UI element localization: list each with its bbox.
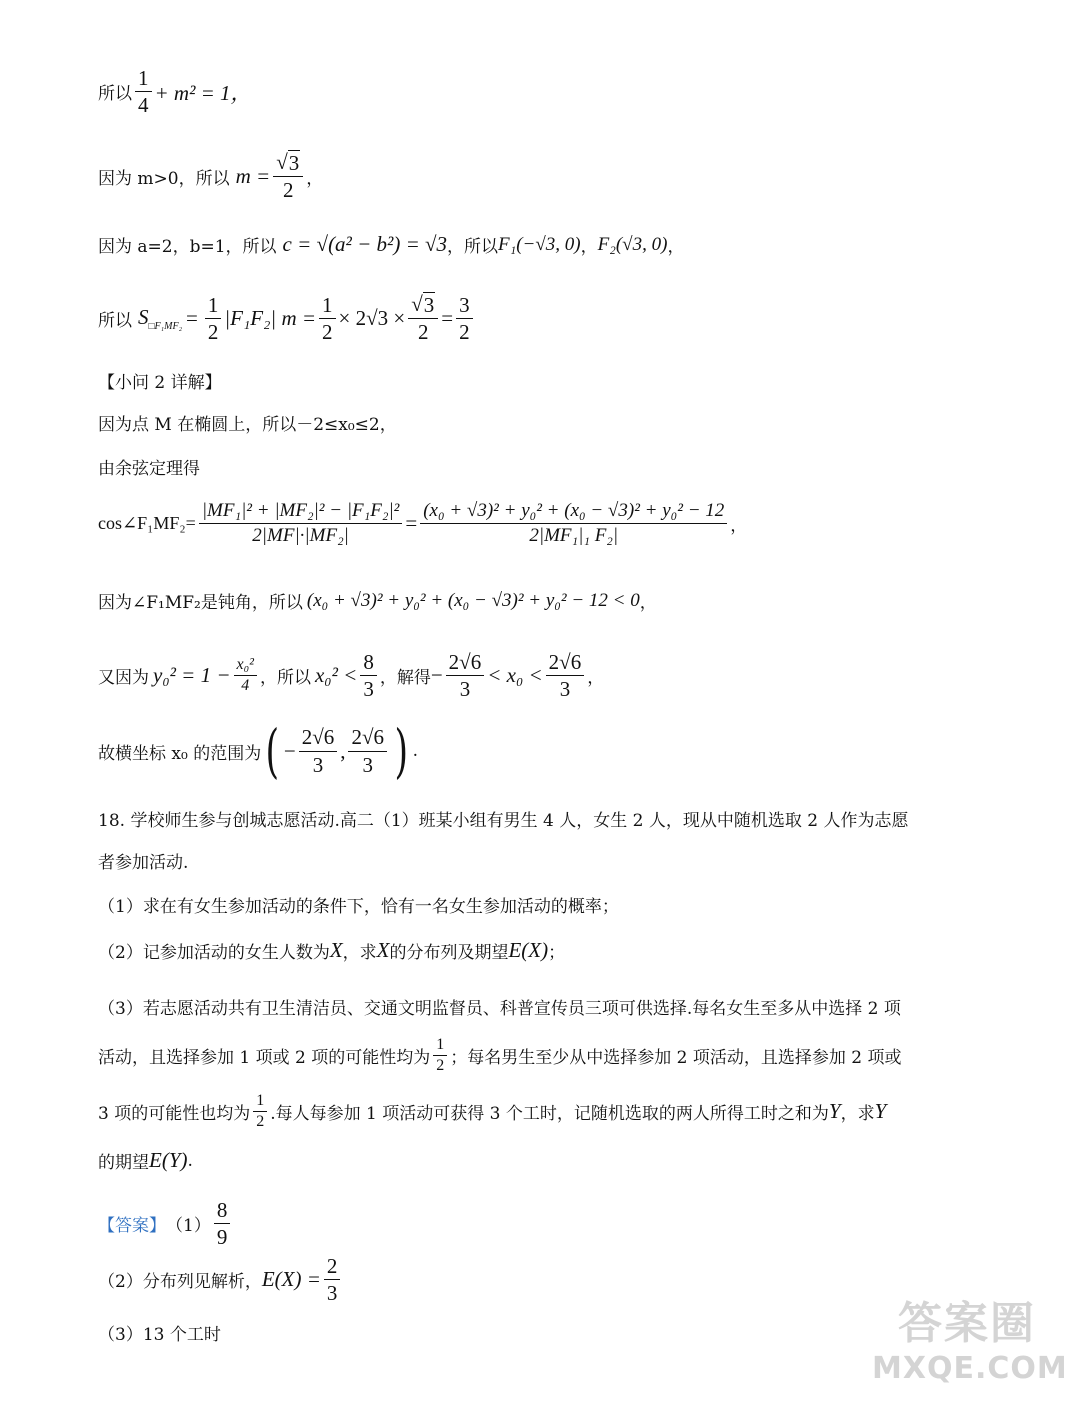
solution-line-3 (98, 232, 684, 257)
math-expr: , (340, 738, 346, 763)
solution-line-10 (98, 717, 419, 785)
fraction: $\frac{2√6}{3}$ (546, 650, 585, 701)
answer-line-1 (98, 1198, 233, 1249)
text: 因为∠F₁MF₂是钝角，所以 (98, 593, 303, 613)
solution-line-6 (98, 454, 200, 479)
text: 所以 (98, 310, 132, 331)
math-expr: X (376, 938, 390, 962)
problem-18-stem-line-2 (98, 848, 188, 873)
frac-num: 1 (135, 66, 152, 92)
text: ，求 (840, 1104, 875, 1125)
fraction: $\frac{2√6}{3}$ (446, 650, 485, 701)
text: 活动，且选择参加 1 项或 2 项的可能性均为 (98, 1048, 431, 1069)
text: ， (306, 168, 324, 189)
math-expr: x₀² < (314, 663, 358, 688)
text: 故横坐标 x₀ 的范围为 (98, 743, 262, 764)
fraction: √ 3 2 (408, 292, 438, 344)
math-expr: − (283, 738, 296, 763)
text: 因为点 M 在椭圆上，所以－2≤x₀≤2， (98, 415, 397, 435)
solution-line-7 (98, 500, 747, 547)
text: ，求 (342, 943, 377, 963)
math-expr: = (186, 305, 198, 330)
math-expr: m = (235, 163, 271, 188)
text: . (412, 741, 419, 761)
text: 又因为 (98, 668, 149, 689)
watermark-logo (872, 1287, 1068, 1397)
problem-18-stem-line-1 (98, 806, 909, 831)
text: （2）分布列见解析， (98, 1272, 262, 1293)
text: 所以 (98, 84, 132, 105)
text: ，解得 (379, 668, 431, 689)
text: . (187, 1150, 193, 1171)
frac-den: 4 (138, 93, 149, 118)
heading: 【小问 2 详解】 (98, 373, 222, 393)
fraction: $\frac{\text{x₀²}}{4}$ (234, 656, 257, 696)
text: 因为 m>0，所以 (98, 168, 230, 189)
text: （2）记参加活动的女生人数为 (98, 943, 330, 963)
fraction (135, 66, 152, 117)
math-expr: − (430, 663, 443, 688)
text: ， (639, 593, 657, 613)
math-expr: + m² = 1， (154, 80, 252, 105)
problem-18-q1 (98, 892, 619, 917)
solution-line-9 (98, 650, 604, 701)
fraction: $\frac{\text{|MF₁|² + |MF₂|² − |F₁F₂|²}}{\text{2|MF|·|MF₂|}}$ (199, 500, 403, 547)
text: （1）求在有女生参加活动的条件下，恰有一名女生参加活动的概率； (98, 897, 619, 917)
math-expr: ( (265, 717, 280, 785)
math-expr: × 2√3 × (338, 305, 406, 330)
fraction (273, 150, 303, 202)
text: 的分布列及期望 (389, 943, 509, 963)
math-expr: F₂(√3, 0) (597, 233, 668, 255)
fraction: $\frac{\text{(x₀ + √3)² + y₀² + (x₀ − √3)² + y₀² − 12}}{\text{2|MF₁|₁ F₂|}}$ (420, 500, 727, 547)
fraction: $\frac{8}{3}$ (360, 650, 377, 701)
fraction: $\frac{8}{9}$ (214, 1198, 231, 1249)
math-expr: (x₀ + √3)² + y₀² + (x₀ − √3)² + y₀² − 12 < 0 (306, 589, 640, 611)
solution-line-5 (98, 410, 397, 435)
fraction: $\frac{1}{2}$ (205, 293, 222, 344)
text: ，所以 (447, 237, 499, 257)
text: ， (580, 237, 598, 257)
fraction: $\frac{2√6}{3}$ (348, 725, 387, 776)
math-expr: = (441, 305, 454, 330)
watermark-url: MXQE.COM (872, 1351, 1068, 1386)
problem-18-q3-line-1 (98, 994, 901, 1019)
math-expr: Y (874, 1099, 887, 1124)
math-expr: E(Y) (149, 1148, 188, 1172)
math-expr: < x₀ < (487, 663, 543, 688)
text: 18. 学校师生参与创城志愿活动.高二（1）班某小组有男生 4 人，女生 2 人，现从中随机选取 2 人作为志愿 (98, 811, 909, 831)
text: .每人每参加 1 项活动可获得 3 个工时，记随机选取的两人所得工时之和为 (270, 1104, 829, 1125)
text: ， (587, 668, 605, 689)
math-expr: $S_{□F_1MF_2}$ (138, 304, 183, 332)
math-expr: c = √(a² − b²) = √3 (282, 232, 448, 256)
answer-tag: 【答案】 (98, 1216, 166, 1237)
text: 的期望 (98, 1153, 149, 1173)
subquestion-2-heading (98, 368, 222, 393)
text: ；每名男生至少从中选择参加 2 项活动，且选择参加 2 项或 (450, 1048, 902, 1069)
text: ； (548, 943, 566, 963)
solution-line-1 (98, 66, 252, 117)
text: （3）若志愿活动共有卫生清洁员、交通文明监督员、科普宣传员三项可供选择.每名女生至多从中选择 2 项 (98, 999, 901, 1019)
text: ，所以 (259, 668, 311, 689)
fraction: $\frac{2√6}{3}$ (299, 725, 338, 776)
fraction: $\frac{2}{3}$ (324, 1254, 341, 1305)
solution-line-8 (98, 588, 657, 613)
text: 因为 a=2，b=1，所以 (98, 237, 277, 257)
math-expr: y₀² = 1 − (153, 663, 231, 688)
problem-18-q3-line-4 (98, 1148, 193, 1173)
text: 者参加活动. (98, 853, 189, 873)
problem-18-q3-line-2 (98, 1036, 902, 1076)
frac-num: √ 3 (273, 150, 303, 177)
math-expr: = (405, 510, 418, 535)
problem-18-q2 (98, 938, 565, 963)
fraction: $\frac{1}{2}$ (433, 1036, 447, 1076)
answer-line-3 (98, 1320, 221, 1345)
math-expr: F₁(−√3, 0) (498, 233, 581, 255)
math-expr: X (329, 938, 343, 962)
math-expr: cos∠F₁MF₂= (98, 512, 196, 533)
math-expr: ) (394, 717, 409, 785)
math-expr: E(X) (508, 938, 549, 962)
math-expr: |F₁F₂| m = (224, 305, 317, 330)
text: 3 项的可能性也均为 (98, 1104, 251, 1125)
fraction: $\frac{3}{2}$ (456, 293, 473, 344)
math-expr: E(X) = (261, 1267, 321, 1292)
problem-18-q3-line-3 (98, 1092, 886, 1132)
text: 由余弦定理得 (98, 459, 200, 479)
watermark-text: 答案圈 (898, 1298, 1036, 1349)
solution-line-2 (98, 150, 323, 202)
fraction: $\frac{1}{2}$ (253, 1092, 267, 1132)
solution-line-4 (98, 292, 476, 344)
text: ， (730, 515, 748, 536)
text: ， (667, 237, 685, 257)
math-expr: Y (828, 1099, 841, 1124)
frac-den: 2 (282, 178, 294, 203)
answer-line-2 (98, 1254, 343, 1305)
text: （1） (166, 1216, 211, 1237)
text: （3）13 个工时 (98, 1325, 221, 1345)
fraction: $\frac{1}{2}$ (319, 293, 336, 344)
